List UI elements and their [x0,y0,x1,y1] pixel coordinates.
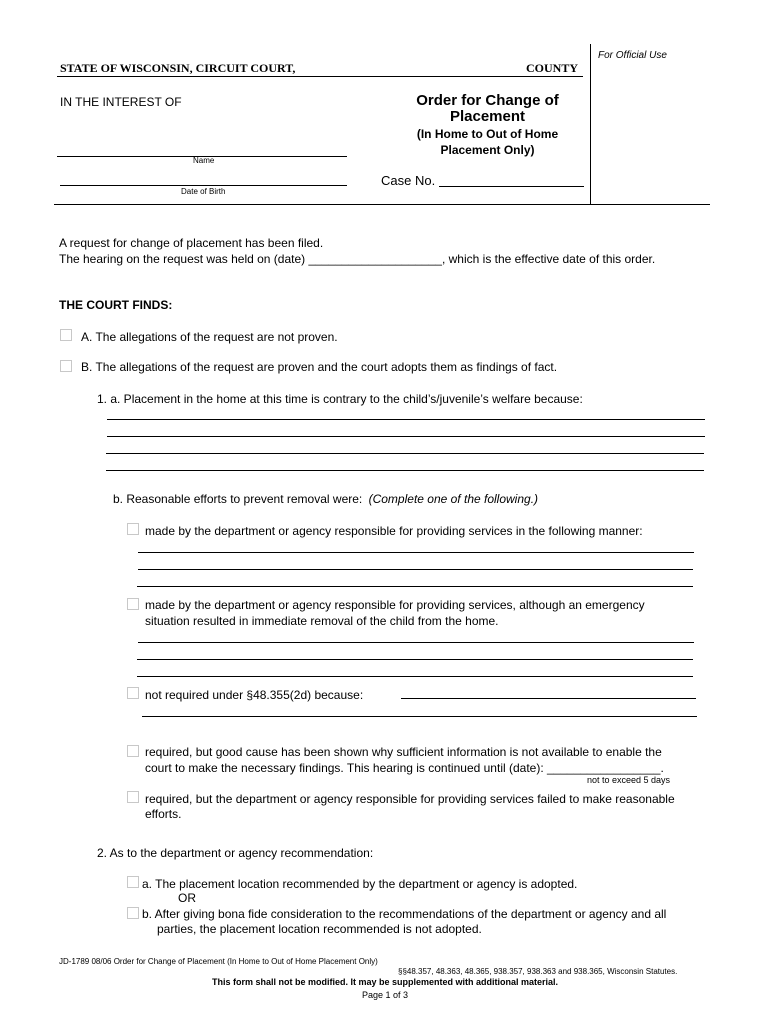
effort-5-checkbox[interactable] [127,791,139,803]
effort-3-line-2[interactable] [142,716,697,717]
option-b-text: B. The allegations of the request are proven and the court adopts them as findings of fact. [81,360,558,374]
court-county-line[interactable] [57,76,583,77]
effort-5-line-1: required, but the department or agency responsible for providing services failed to make reasonable [145,792,675,806]
dob-field[interactable] [60,185,347,186]
effort-1-line-1[interactable] [138,552,694,553]
effort-1-checkbox[interactable] [127,523,139,535]
form-subtitle-line1: (In Home to Out of Home [416,127,559,141]
effort-1-text: made by the department or agency responsible for providing services in the following manner: [145,524,643,538]
item-2a-text: a. The placement location recommended by the department or agency is adopted. [142,877,578,891]
effort-3-line-1[interactable] [401,698,696,699]
intro-line-1: A request for change of placement has been filed. [59,236,324,250]
footer-statutes: §§48.357, 48.363, 48.365, 938.357, 938.363 and 938.365, Wisconsin Statutes. [398,967,678,976]
effort-2-line-a[interactable] [138,642,694,643]
header-divider [54,204,710,205]
effort-1-line-3[interactable] [137,586,693,587]
item-1a-line-3[interactable] [106,453,704,454]
county-label: COUNTY [526,61,579,75]
option-b-checkbox[interactable] [60,360,72,372]
effort-1-line-2[interactable] [138,569,693,570]
footer-form-id: JD-1789 08/06 Order for Change of Placement (In Home to Out of Home Placement Only) [59,957,378,966]
name-label: Name [193,156,215,165]
footer-notice: This form shall not be modified. It may be supplemented with additional material. [211,977,559,987]
item-2a-checkbox[interactable] [127,876,139,888]
form-title [385,93,590,125]
item-1b-label: b. Reasonable efforts to prevent removal were: [113,492,363,506]
item-2-text: 2. As to the department or agency recommendation: [97,846,374,860]
form-title-line1: Order for Change of [416,92,559,109]
option-a-text: A. The allegations of the request are not proven. [81,330,338,344]
intro-line-2: The hearing on the request was held on (date) ____________________, which is the effective date of this order. [59,252,656,266]
form-title-line2: Placement [449,108,526,125]
effort-3-text: not required under §48.355(2d) because: [145,688,364,702]
item-1b-note: (Complete one of the following.) [368,492,539,506]
official-use-divider [590,44,591,204]
item-2b-checkbox[interactable] [127,907,139,919]
court-heading: STATE OF WISCONSIN, CIRCUIT COURT, [60,61,296,75]
item-2b-line-2: parties, the placement location recommended is not adopted. [157,922,482,936]
effort-2-line-c[interactable] [137,676,693,677]
effort-2-line-2: situation resulted in immediate removal of the child from the home. [145,614,499,628]
effort-4-checkbox[interactable] [127,745,139,757]
option-a-checkbox[interactable] [60,329,72,341]
effort-2-line-1: made by the department or agency responsible for providing services, although an emergency [145,598,645,612]
case-no-label: Case No. [381,173,436,188]
item-1a-text: 1. a. Placement in the home at this time is contrary to the child’s/juvenile’s welfare because: [97,392,583,406]
item-2b-line-1: b. After giving bona fide consideration to the recommendations of the department or agency and all [142,907,667,921]
or-label: OR [178,891,196,905]
item-1b-text [113,492,538,506]
footer-page-number: Page 1 of 3 [361,990,409,1000]
form-subtitle-line2: Placement Only) [440,143,535,157]
effort-4-note: not to exceed 5 days [587,775,671,785]
in-interest-of-label: IN THE INTEREST OF [60,95,182,109]
effort-2-checkbox[interactable] [127,598,139,610]
effort-4-line-2: court to make the necessary findings. This hearing is continued until (date): _________________. [145,761,664,775]
case-no-field[interactable] [439,186,584,187]
form-subtitle [385,126,590,158]
dob-label: Date of Birth [181,187,226,196]
effort-3-checkbox[interactable] [127,687,139,699]
item-1a-line-1[interactable] [107,419,705,420]
court-finds-heading: THE COURT FINDS: [59,298,173,312]
effort-2-line-b[interactable] [137,659,693,660]
effort-4-line-1: required, but good cause has been shown why sufficient information is not available to enable the [145,745,662,759]
item-1a-line-4[interactable] [106,470,704,471]
item-1a-line-2[interactable] [107,436,705,437]
effort-5-line-2: efforts. [145,807,182,821]
official-use-label: For Official Use [598,50,667,61]
